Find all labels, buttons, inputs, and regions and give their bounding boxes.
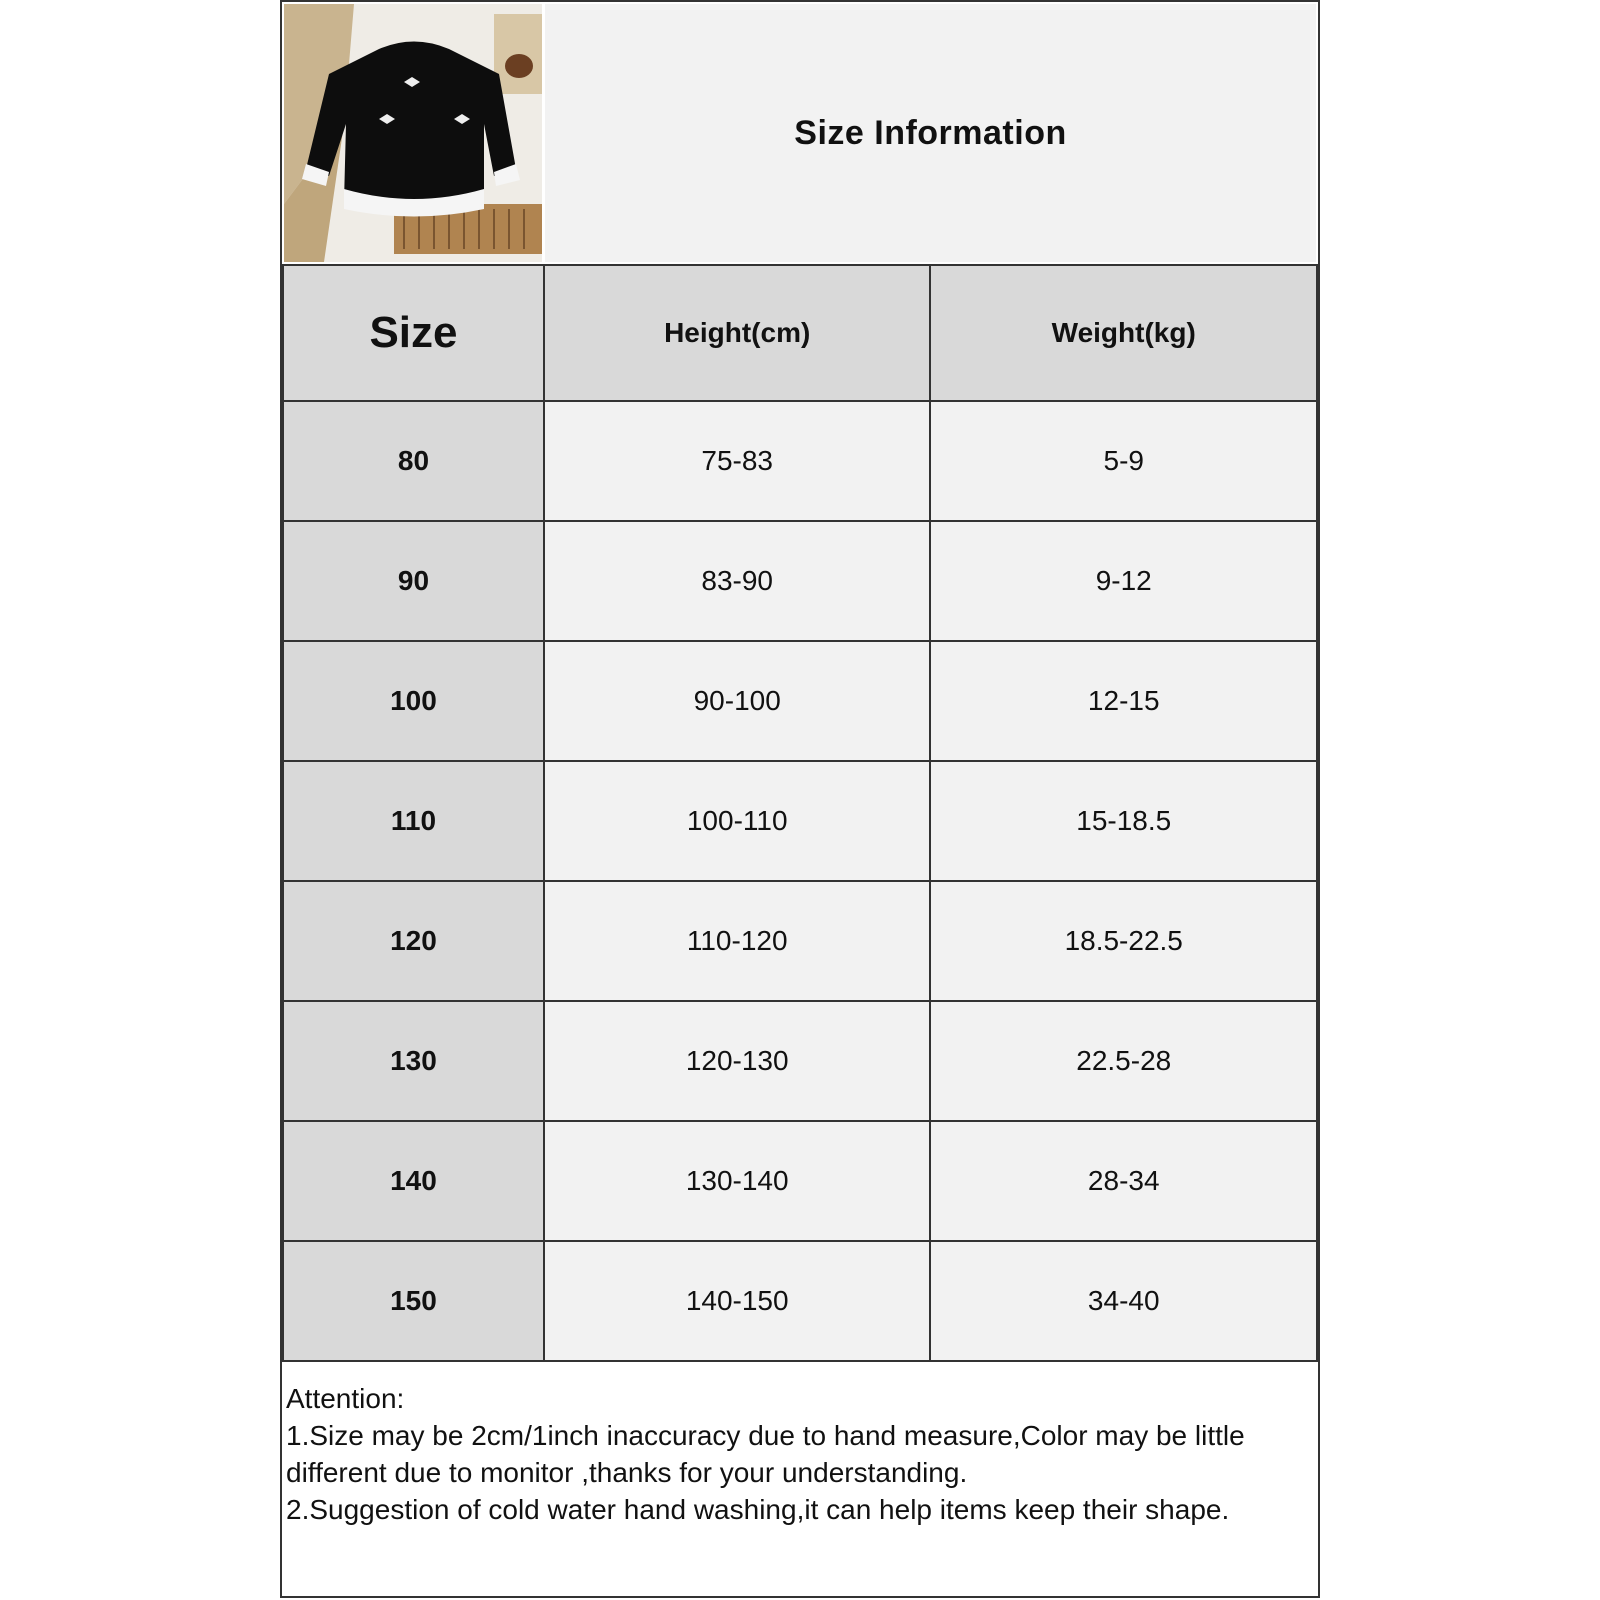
weight-cell: 5-9	[930, 401, 1317, 521]
height-cell: 75-83	[544, 401, 931, 521]
table-header-row	[283, 265, 1317, 401]
header-height: Height(cm)	[544, 265, 931, 401]
size-cell: 140	[283, 1121, 544, 1241]
weight-cell: 15-18.5	[930, 761, 1317, 881]
notes-line-2: 2.Suggestion of cold water hand washing,it can help items keep their shape.	[286, 1494, 1230, 1525]
table-row	[283, 641, 1317, 761]
table-row	[283, 1241, 1317, 1361]
weight-cell: 28-34	[930, 1121, 1317, 1241]
notes-line-1: 1.Size may be 2cm/1inch inaccuracy due to hand measure,Color may be little different due to monitor ,thanks for your understanding.	[286, 1420, 1245, 1488]
height-cell: 90-100	[544, 641, 931, 761]
table-row	[283, 761, 1317, 881]
height-cell: 130-140	[544, 1121, 931, 1241]
weight-cell: 22.5-28	[930, 1001, 1317, 1121]
weight-cell: 18.5-22.5	[930, 881, 1317, 1001]
header-weight: Weight(kg)	[930, 265, 1317, 401]
height-cell: 110-120	[544, 881, 931, 1001]
size-table	[282, 264, 1318, 1362]
title-cell	[545, 4, 1316, 262]
top-section	[282, 2, 1318, 264]
table-row	[283, 1121, 1317, 1241]
size-cell: 100	[283, 641, 544, 761]
size-cell: 150	[283, 1241, 544, 1361]
attention-notes	[286, 1380, 1306, 1528]
size-cell: 130	[283, 1001, 544, 1121]
weight-cell: 12-15	[930, 641, 1317, 761]
weight-cell: 34-40	[930, 1241, 1317, 1361]
size-chart-sheet	[280, 0, 1320, 1598]
notes-heading: Attention:	[286, 1383, 405, 1414]
product-photo	[284, 4, 542, 262]
table-row	[283, 401, 1317, 521]
height-cell: 140-150	[544, 1241, 931, 1361]
sweater-illustration	[284, 4, 542, 262]
size-cell: 110	[283, 761, 544, 881]
page-title: Size Information	[794, 113, 1067, 152]
weight-cell: 9-12	[930, 521, 1317, 641]
size-cell: 90	[283, 521, 544, 641]
table-row	[283, 521, 1317, 641]
table-row	[283, 881, 1317, 1001]
height-cell: 100-110	[544, 761, 931, 881]
size-cell: 120	[283, 881, 544, 1001]
height-cell: 120-130	[544, 1001, 931, 1121]
header-size: Size	[283, 265, 544, 401]
size-cell: 80	[283, 401, 544, 521]
height-cell: 83-90	[544, 521, 931, 641]
table-row	[283, 1001, 1317, 1121]
